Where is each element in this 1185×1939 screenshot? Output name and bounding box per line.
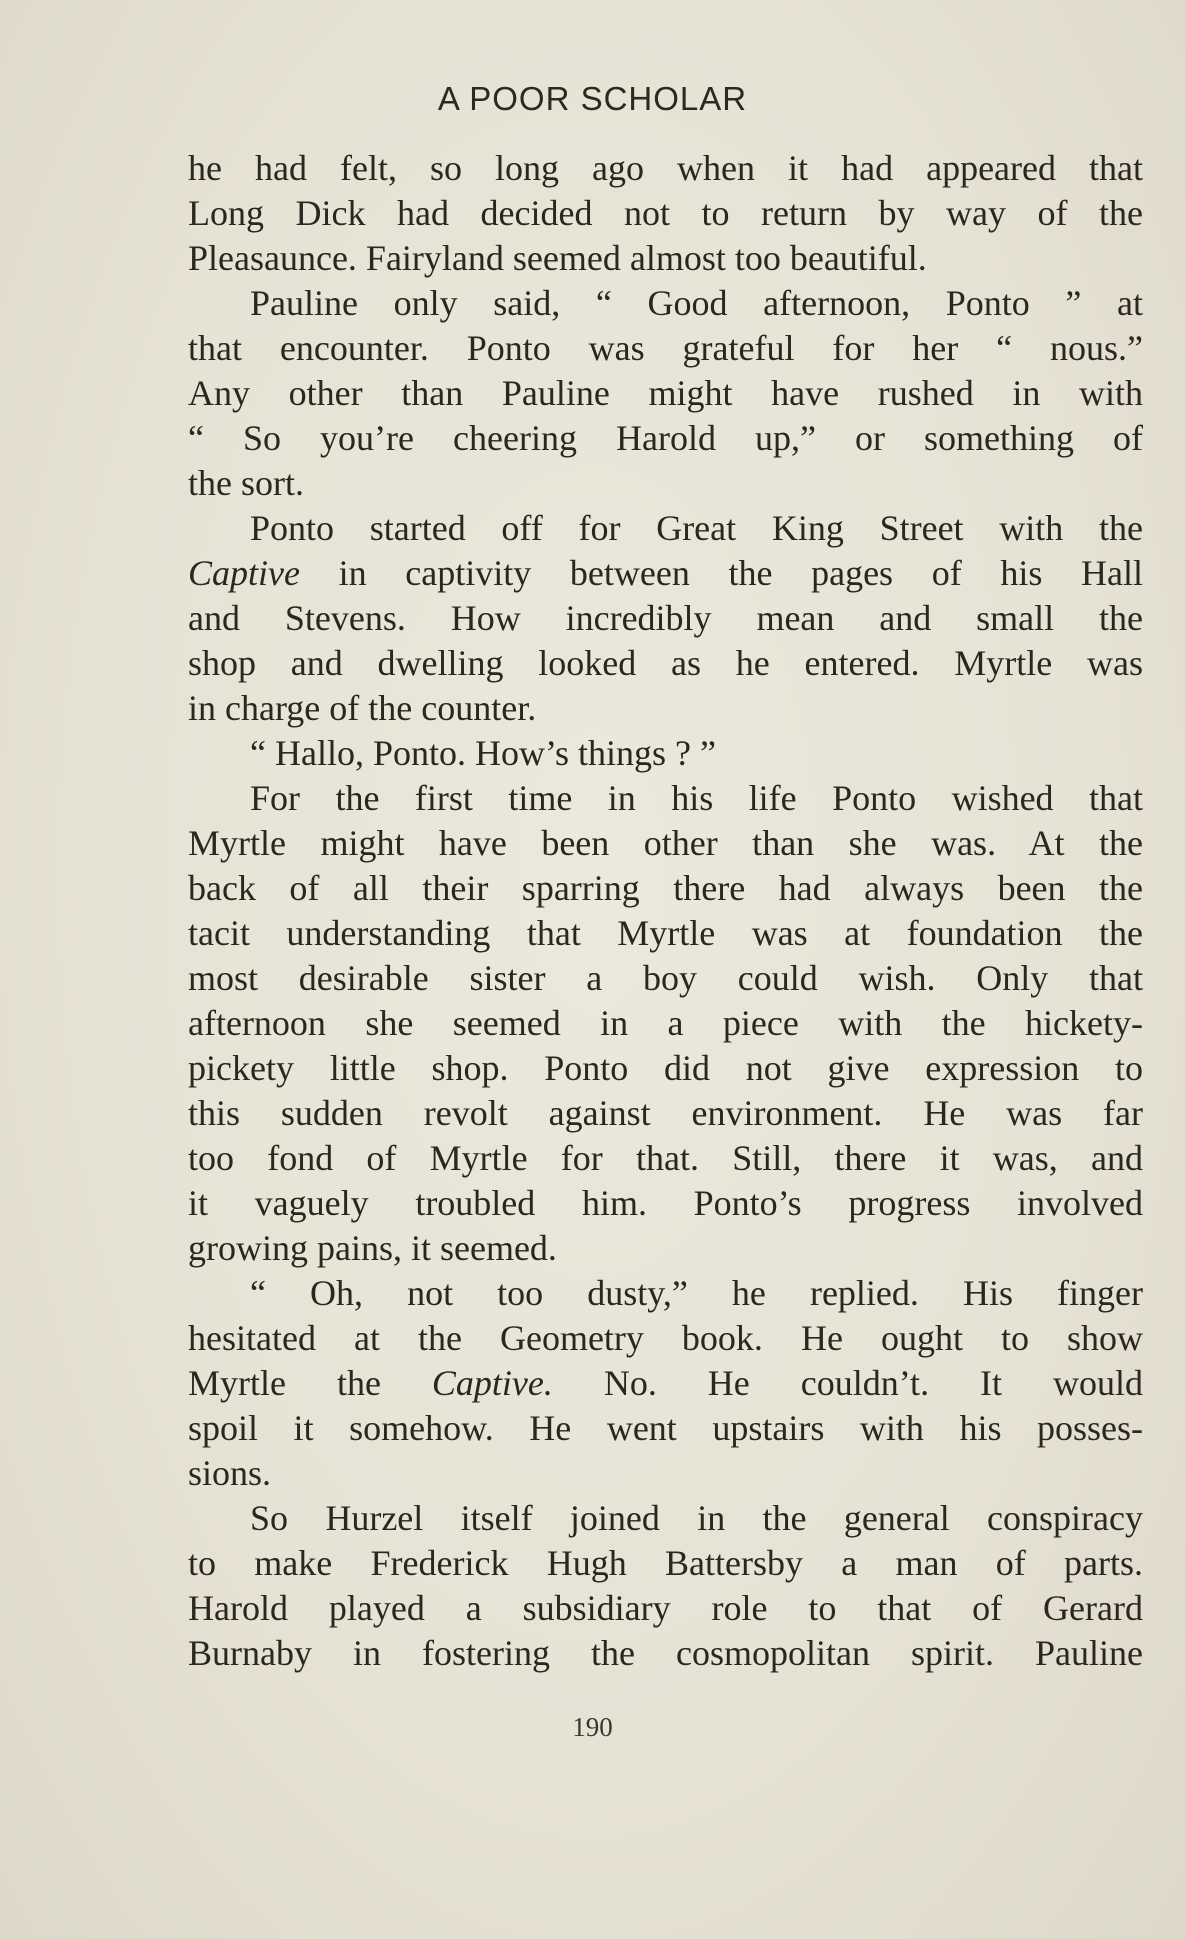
text-line: the sort. xyxy=(188,463,304,503)
text-line: So Hurzel itself joined in the general conspiracy xyxy=(250,1498,1143,1538)
text-line: Ponto started off for Great King Street with the xyxy=(250,508,1143,548)
italic-title: Captive xyxy=(188,553,300,593)
text-segment: No. He couldn’t. It would xyxy=(552,1363,1143,1403)
text-line: Any other than Pauline might have rushed in with xyxy=(188,373,1143,413)
text-line xyxy=(188,1361,1143,1406)
text-line: sions. xyxy=(188,1453,272,1493)
text-line: For the first time in his life Ponto wished that xyxy=(250,778,1143,818)
text-line: Harold played a subsidiary role to that of Gerard xyxy=(188,1588,1143,1628)
text-line: Pleasaunce. Fairyland seemed almost too beautiful. xyxy=(188,238,927,278)
text-segment: Myrtle the xyxy=(188,1363,432,1403)
text-line: most desirable sister a boy could wish. Only that xyxy=(188,958,1143,998)
text-line: this sudden revolt against environment. He was far xyxy=(188,1093,1143,1133)
text-line: “ Oh, not too dusty,” he replied. His finger xyxy=(250,1273,1143,1313)
text-line: shop and dwelling looked as he entered. Myrtle was xyxy=(188,643,1143,683)
text-line: tacit understanding that Myrtle was at foundation the xyxy=(188,913,1143,953)
text-line: Burnaby in fostering the cosmopolitan spirit. Pauline xyxy=(188,1633,1143,1673)
text-line: afternoon she seemed in a piece with the hickety- xyxy=(188,1003,1143,1043)
text-line xyxy=(188,551,1143,596)
text-line: too fond of Myrtle for that. Still, there it was, and xyxy=(188,1138,1143,1178)
text-line: pickety little shop. Ponto did not give expression to xyxy=(188,1048,1143,1088)
running-header: A POOR SCHOLAR xyxy=(437,80,748,117)
text-line: in charge of the counter. xyxy=(188,688,537,728)
text-line: Pauline only said, “ Good afternoon, Ponto ” at xyxy=(250,283,1143,323)
text-line: hesitated at the Geometry book. He ought to show xyxy=(188,1318,1143,1358)
text-line: that encounter. Ponto was grateful for her “ nous.” xyxy=(188,328,1143,368)
text-line: Myrtle might have been other than she was. At the xyxy=(188,823,1143,863)
text-line: Long Dick had decided not to return by way of the xyxy=(188,193,1143,233)
italic-title: Captive. xyxy=(431,1363,553,1403)
page-number: 190 xyxy=(572,1712,613,1742)
text-segment: in captivity between the pages of his Hall xyxy=(299,553,1143,593)
text-line: back of all their sparring there had always been the xyxy=(188,868,1143,908)
text-line: growing pains, it seemed. xyxy=(188,1228,557,1268)
body-text xyxy=(188,146,1143,1676)
text-line: it vaguely troubled him. Ponto’s progress involved xyxy=(188,1183,1143,1223)
text-line: spoil it somehow. He went upstairs with his posses- xyxy=(188,1408,1143,1448)
text-line: “ Hallo, Ponto. How’s things ? ” xyxy=(250,733,716,773)
text-line: “ So you’re cheering Harold up,” or something of xyxy=(188,418,1143,458)
text-line: and Stevens. How incredibly mean and small the xyxy=(188,598,1143,638)
text-line: to make Frederick Hugh Battersby a man of parts. xyxy=(188,1543,1143,1583)
text-line: he had felt, so long ago when it had appeared that xyxy=(188,148,1143,188)
